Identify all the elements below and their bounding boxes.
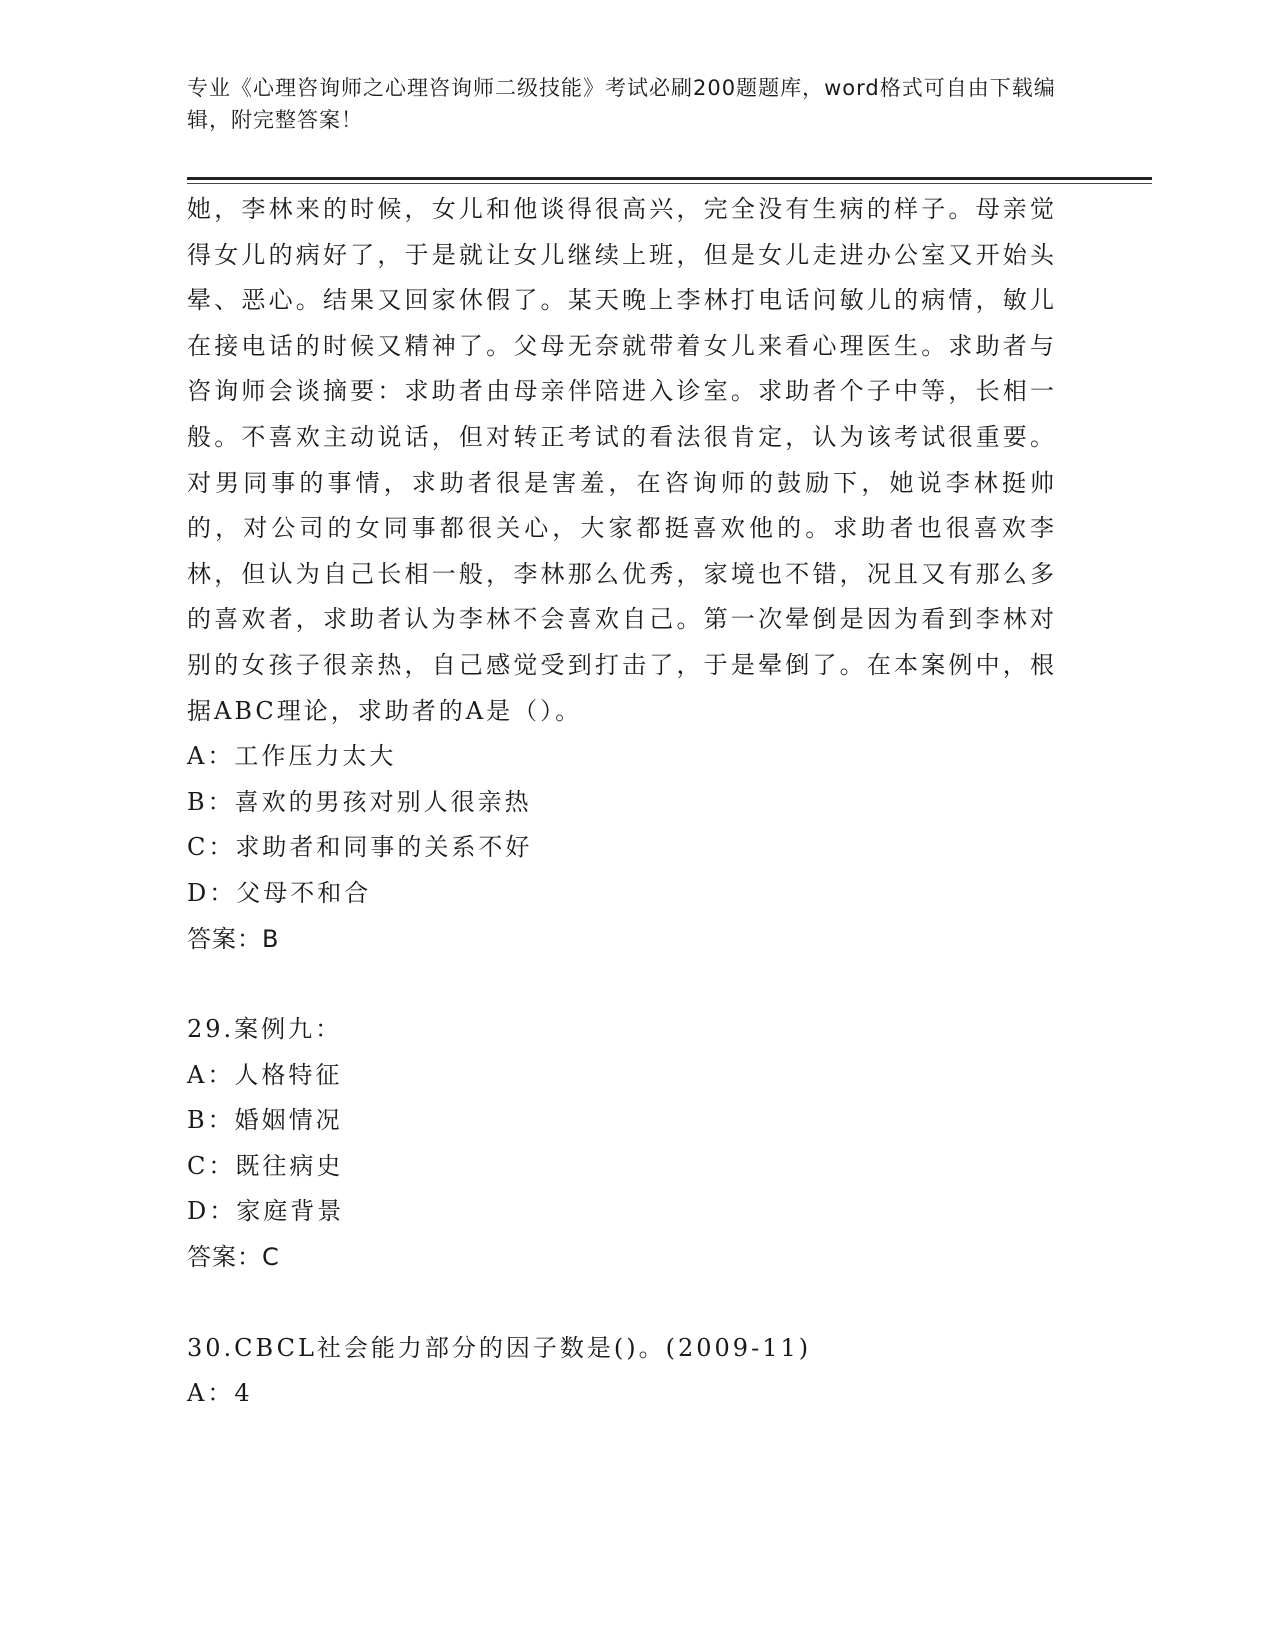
page-header — [187, 72, 1067, 136]
spacer — [187, 1281, 1057, 1326]
question-28 — [187, 187, 1057, 962]
header-divider-thin — [187, 183, 1152, 184]
option-c: C：既往病史 — [187, 1151, 344, 1180]
answer: 答案：B — [187, 924, 280, 953]
option-a: A：工作压力太大 — [187, 742, 397, 771]
question-stem: 30.CBCL社会能力部分的因子数是()。(2009-11) — [187, 1333, 812, 1362]
question-stem: 她，李林来的时候，女儿和他谈得很高兴，完全没有生病的样子。母亲觉得女儿的病好了，于是就让女儿继续上班，但是女儿走进办公室又开始头晕、恶心。结果又回家休假了。某天晚上李林打电话问敏儿的病情，敏儿在接电话的时候又精神了。父母无奈就带着女儿来看心理医生。求助者与咨询师会谈摘要：求助者由母亲伴陪进入诊室。求助者个子中等，长相一般。不喜欢主动说话，但对转正考试的看法很肯定，认为该考试很重要。对男同事的事情，求助者很是害羞，在咨询师的鼓励下，她说李林挺帅的，对公司的女同事都很关心，大家都挺喜欢他的。求助者也很喜欢李林，但认为自己长相一般，李林那么优秀，家境也不错，况且又有那么多的喜欢者，求助者认为李林不会喜欢自己。第一次晕倒是因为看到李林对别的女孩子很亲热，自己感觉受到打击了，于是晕倒了。在本案例中，根据ABC理论，求助者的A是（）。 — [187, 195, 1057, 725]
option-a: A：人格特征 — [187, 1060, 343, 1089]
option-b: B：喜欢的男孩对别人很亲热 — [187, 787, 532, 816]
header-divider — [187, 177, 1152, 180]
header-title: 专业《心理咨询师之心理咨询师二级技能》考试必刷200题题库，word格式可自由下载编辑，附完整答案！ — [187, 76, 1056, 132]
option-b: B：婚姻情况 — [187, 1106, 343, 1135]
option-d: D：家庭背景 — [187, 1197, 345, 1226]
question-stem: 29.案例九： — [187, 1015, 343, 1044]
question-30 — [187, 1326, 1057, 1417]
document-body — [187, 187, 1057, 1417]
option-d: D：父母不和合 — [187, 878, 372, 907]
question-29 — [187, 1007, 1057, 1281]
option-a: A：4 — [187, 1379, 253, 1408]
spacer — [187, 962, 1057, 1007]
option-c: C：求助者和同事的关系不好 — [187, 833, 533, 862]
answer: 答案：C — [187, 1243, 280, 1272]
